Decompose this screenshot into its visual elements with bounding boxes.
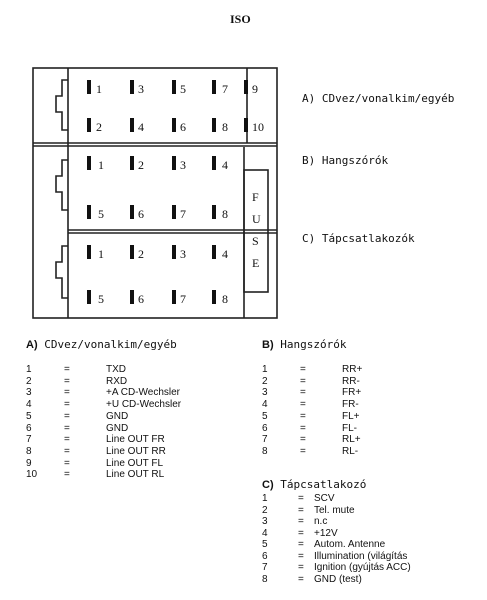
pin-row-pin: 3 [262, 387, 268, 399]
fuse-letter: F [252, 190, 259, 204]
pin-number-b-5: 5 [98, 207, 104, 221]
pin-row-eq: = [64, 375, 70, 387]
pin-row-desc: GND [106, 410, 129, 422]
pin-row-pin: 5 [262, 410, 268, 422]
pin-row-pin: 7 [262, 434, 268, 446]
pin-row-pin: 5 [262, 539, 268, 550]
pin-row-pin: 4 [262, 399, 268, 411]
pin-number-a-2: 2 [96, 120, 102, 134]
pin-number-c-8: 8 [222, 292, 228, 306]
pin-row-desc: TXD [106, 364, 126, 375]
pin-row-eq: = [300, 399, 306, 411]
pin-row-desc: +A CD-Wechsler [106, 387, 181, 399]
pin-row-pin: 4 [262, 527, 268, 539]
pin-row-desc: FR- [342, 399, 359, 411]
section-c-heading [262, 478, 366, 491]
pin-row-eq: = [298, 527, 304, 539]
pin-row-desc: +12V [314, 527, 338, 539]
pin-row-desc: RR- [342, 375, 360, 387]
fuse-letter: U [252, 212, 261, 226]
pin-row-desc: Illumination (világítás [314, 550, 408, 562]
section-b-title: Hangszórók [280, 338, 347, 351]
pin-number-a-5: 5 [180, 82, 186, 96]
pin-row-eq: = [64, 434, 70, 446]
pin-row-eq: = [64, 410, 70, 422]
pin-number-b-1: 1 [98, 158, 104, 172]
pin-row-eq: = [298, 562, 304, 573]
pin-number-c-2: 2 [138, 247, 144, 261]
pin-row-desc: RL+ [342, 434, 361, 446]
pin-number-c-1: 1 [98, 247, 104, 261]
pin-row-desc: Tel. mute [314, 504, 355, 516]
pin-row-pin: 7 [26, 434, 32, 446]
pin-number-c-3: 3 [180, 247, 186, 261]
pin-number-b-7: 7 [180, 207, 186, 221]
pin-row-pin: 8 [262, 573, 268, 585]
pin-number-c-6: 6 [138, 292, 144, 306]
pin-number-a-3: 3 [138, 82, 144, 96]
pin-row-eq: = [64, 469, 70, 481]
pin-row-pin: 3 [26, 387, 32, 399]
pin-row-eq: = [64, 422, 70, 434]
pin-row-eq: = [300, 375, 306, 387]
connector-housing [33, 68, 277, 318]
pin-row-desc: Line OUT FR [106, 434, 165, 446]
pin-row-pin: 3 [262, 516, 268, 527]
pin-row-eq: = [298, 539, 304, 550]
pin-row-pin: 1 [262, 364, 268, 375]
pin-row-pin: 2 [262, 375, 268, 387]
pin-row-eq: = [298, 550, 304, 562]
pin-number-a-7: 7 [222, 82, 228, 96]
pin-row-eq: = [64, 445, 70, 457]
pin-number-a-8: 8 [222, 120, 228, 134]
pin-number-a-4: 4 [138, 120, 144, 134]
section-b-prefix: B) [262, 339, 274, 351]
pin-row-desc: RL- [342, 445, 359, 457]
pin-row-desc: GND [106, 422, 129, 434]
pin-row-desc: FL+ [342, 410, 360, 422]
pin-row-pin: 6 [26, 422, 32, 434]
pin-row-eq: = [298, 573, 304, 585]
connector-label-a: A) CDvez/vonalkim/egyéb [302, 92, 455, 105]
pin-number-b-4: 4 [222, 158, 228, 172]
pin-row-desc: GND (test) [314, 573, 362, 585]
pin-row-pin: 5 [26, 410, 32, 422]
pin-row-eq: = [298, 504, 304, 516]
pin-row-pin: 1 [262, 493, 268, 504]
pin-row-desc: RXD [106, 375, 128, 387]
pin-row-pin: 1 [26, 364, 32, 375]
pin-row-pin: 9 [26, 457, 32, 469]
pin-row-pin: 6 [262, 550, 268, 562]
connector-label-b: B) Hangszórók [302, 154, 389, 167]
pin-row-desc: RR+ [342, 364, 363, 375]
pin-number-a-1: 1 [96, 82, 102, 96]
pin-row-eq: = [298, 493, 304, 504]
pin-row-pin: 2 [26, 375, 32, 387]
pin-number-a-6: 6 [180, 120, 186, 134]
section-a-title: CDvez/vonalkim/egyéb [44, 338, 177, 351]
pin-row-eq: = [64, 387, 70, 399]
page-title: ISO [230, 12, 251, 26]
pin-row-eq: = [64, 364, 70, 375]
pin-number-b-6: 6 [138, 207, 144, 221]
pin-row-pin: 2 [262, 504, 268, 516]
pin-row-eq: = [300, 445, 306, 457]
section-a-prefix: A) [26, 339, 38, 351]
fuse-box [244, 170, 268, 292]
pin-number-b-3: 3 [180, 158, 186, 172]
pin-row-pin: 6 [262, 422, 268, 434]
pin-row-desc: SCV [314, 493, 335, 504]
pin-row-eq: = [300, 422, 306, 434]
pin-row-desc: FL- [342, 422, 357, 434]
pin-row-pin: 10 [26, 469, 38, 481]
pin-number-a-9: 9 [252, 82, 258, 96]
fuse-letter: E [252, 256, 260, 270]
pin-number-c-7: 7 [180, 292, 186, 306]
pin-row-desc: Line OUT FL [106, 457, 164, 469]
pin-row-pin: 8 [262, 445, 268, 457]
pin-row-desc: n.c [314, 516, 328, 527]
pin-row-desc: FR+ [342, 387, 362, 399]
pin-number-b-8: 8 [222, 207, 228, 221]
pin-markers [87, 80, 248, 304]
pin-row-desc: +U CD-Wechsler [106, 399, 182, 411]
pin-row-eq: = [300, 434, 306, 446]
pin-row-desc: Autom. Antenne [314, 539, 386, 550]
section-b-heading [262, 338, 346, 351]
pin-number-c-5: 5 [98, 292, 104, 306]
pin-row-desc: Ignition (gyújtás ACC) [314, 562, 411, 573]
pin-row-eq: = [300, 364, 306, 375]
pin-number-a-10: 10 [252, 120, 264, 134]
pin-row-pin: 8 [26, 445, 32, 457]
pin-row-eq: = [64, 399, 70, 411]
pin-number-c-4: 4 [222, 247, 228, 261]
pin-row-desc: Line OUT RL [106, 469, 165, 481]
pin-row-pin: 7 [262, 562, 268, 573]
section-c-prefix: C) [262, 479, 274, 491]
pin-row-eq: = [300, 387, 306, 399]
section-a-heading [26, 338, 177, 351]
pin-row-desc: Line OUT RR [106, 445, 166, 457]
pin-number-b-2: 2 [138, 158, 144, 172]
section-c-title: Tápcsatlakozó [280, 478, 367, 491]
fuse-letter: S [252, 234, 259, 248]
pin-row-eq: = [64, 457, 70, 469]
pin-row-eq: = [300, 410, 306, 422]
connector-label-c: C) Tápcsatlakozók [302, 232, 415, 245]
pin-row-eq: = [298, 516, 304, 527]
pin-row-pin: 4 [26, 399, 32, 411]
